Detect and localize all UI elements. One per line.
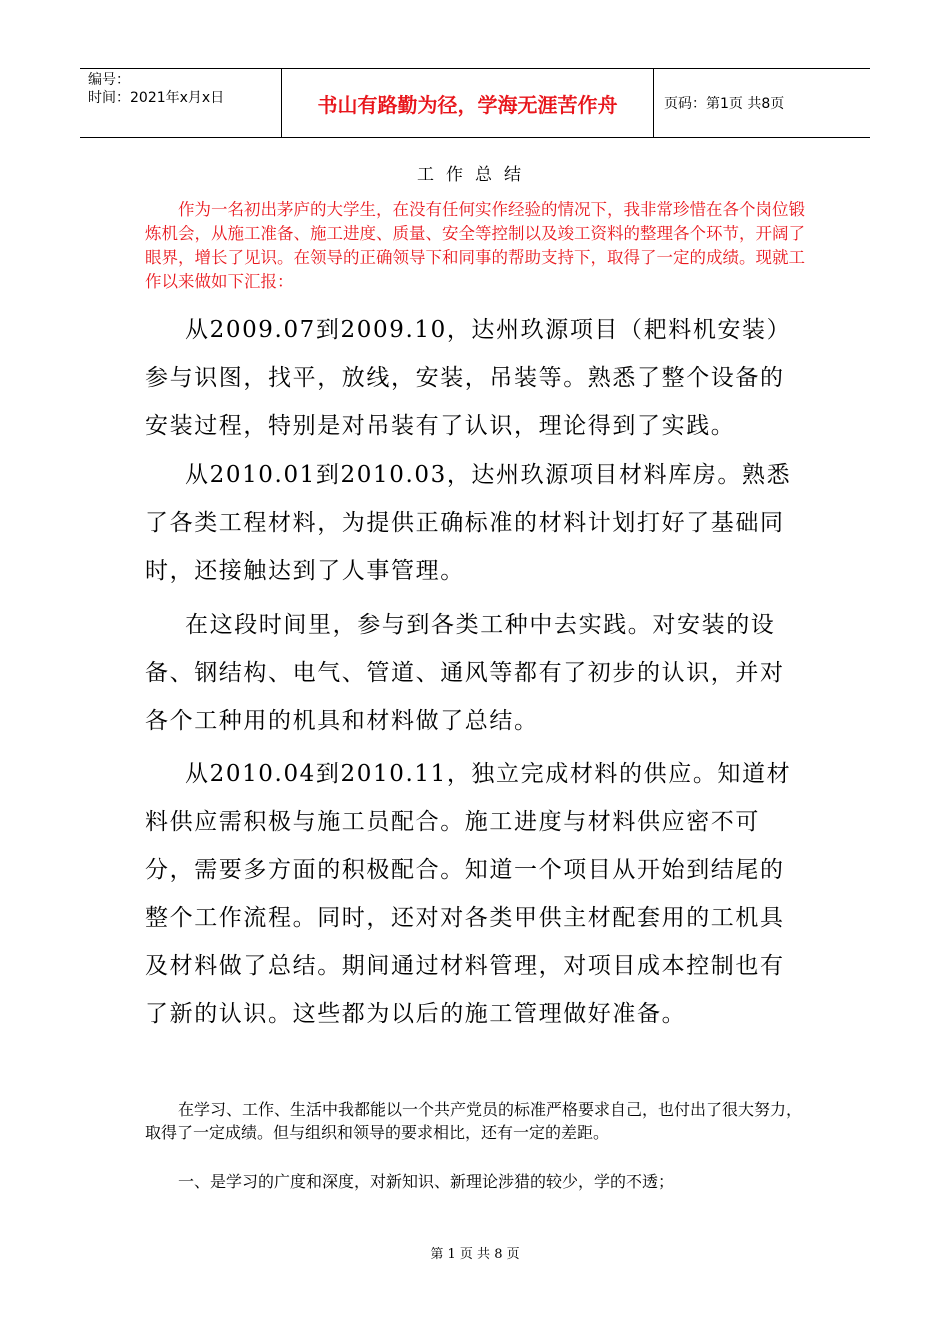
document-number-label: 编号： [88, 72, 130, 88]
body-paragraph: 在这段时间里，参与到各类工种中去实践。对安装的设备、钢结构、电气、管道、通风等都有了初步的认识，并对各个工种用的机具和材料做了总结。 [145, 612, 785, 734]
closing-paragraph: 一、是学习的广度和深度，对新知识、新理论涉猎的较少，学的不透； [178, 1172, 675, 1191]
header-motto: 书山有路勤为径，学海无涯苦作舟 [282, 69, 654, 137]
page-header [80, 68, 870, 138]
header-info-cell [80, 69, 282, 137]
body-paragraph: 从2009.07到2009.10，达州玖源项目（耙料机安装）参与识图，找平，放线，安装，吊装等。熟悉了整个设备的安装过程，特别是对吊装有了认识，理论得到了实践。 [145, 317, 792, 439]
document-time-label: 时间：2021年x月x日 [88, 90, 225, 106]
body-paragraph: 从2010.04到2010.11，独立完成材料的供应。知道材料供应需积极与施工员配合。施工进度与材料供应密不可分，需要多方面的积极配合。知道一个项目从开始到结尾的整个工作流程。同时，还对对各类甲供主材配套用的工机具及材料做了总结。期间通过材料管理，对项目成本控制也有了新的认识。这些都为以后的施工管理做好准备。 [145, 761, 792, 1027]
closing-paragraph: 在学习、工作、生活中我都能以一个共产党员的标准严格要求自己，也付出了很大努力，取得了一定成绩。但与组织和领导的要求相比，还有一定的差距。 [145, 1100, 803, 1142]
header-page-label: 页码：第1页 共8页 [664, 96, 785, 112]
document-title: 工作总结 [417, 165, 533, 185]
page-footer: 第 1 页 共 8 页 [430, 1247, 520, 1262]
intro-paragraph: 作为一名初出茅庐的大学生，在没有任何实作经验的情况下，我非常珍惜在各个岗位锻炼机会，从施工准备、施工进度、质量、安全等控制以及竣工资料的整理各个环节，开阔了眼界，增长了见识。在领导的正确领导下和同事的帮助支持下，取得了一定的成绩。现就工作以来做如下汇报： [145, 200, 805, 291]
body-paragraph: 从2010.01到2010.03，达州玖源项目材料库房。熟悉了各类工程材料，为提供正确标准的材料计划打好了基础同时，还接触达到了人事管理。 [145, 462, 792, 584]
